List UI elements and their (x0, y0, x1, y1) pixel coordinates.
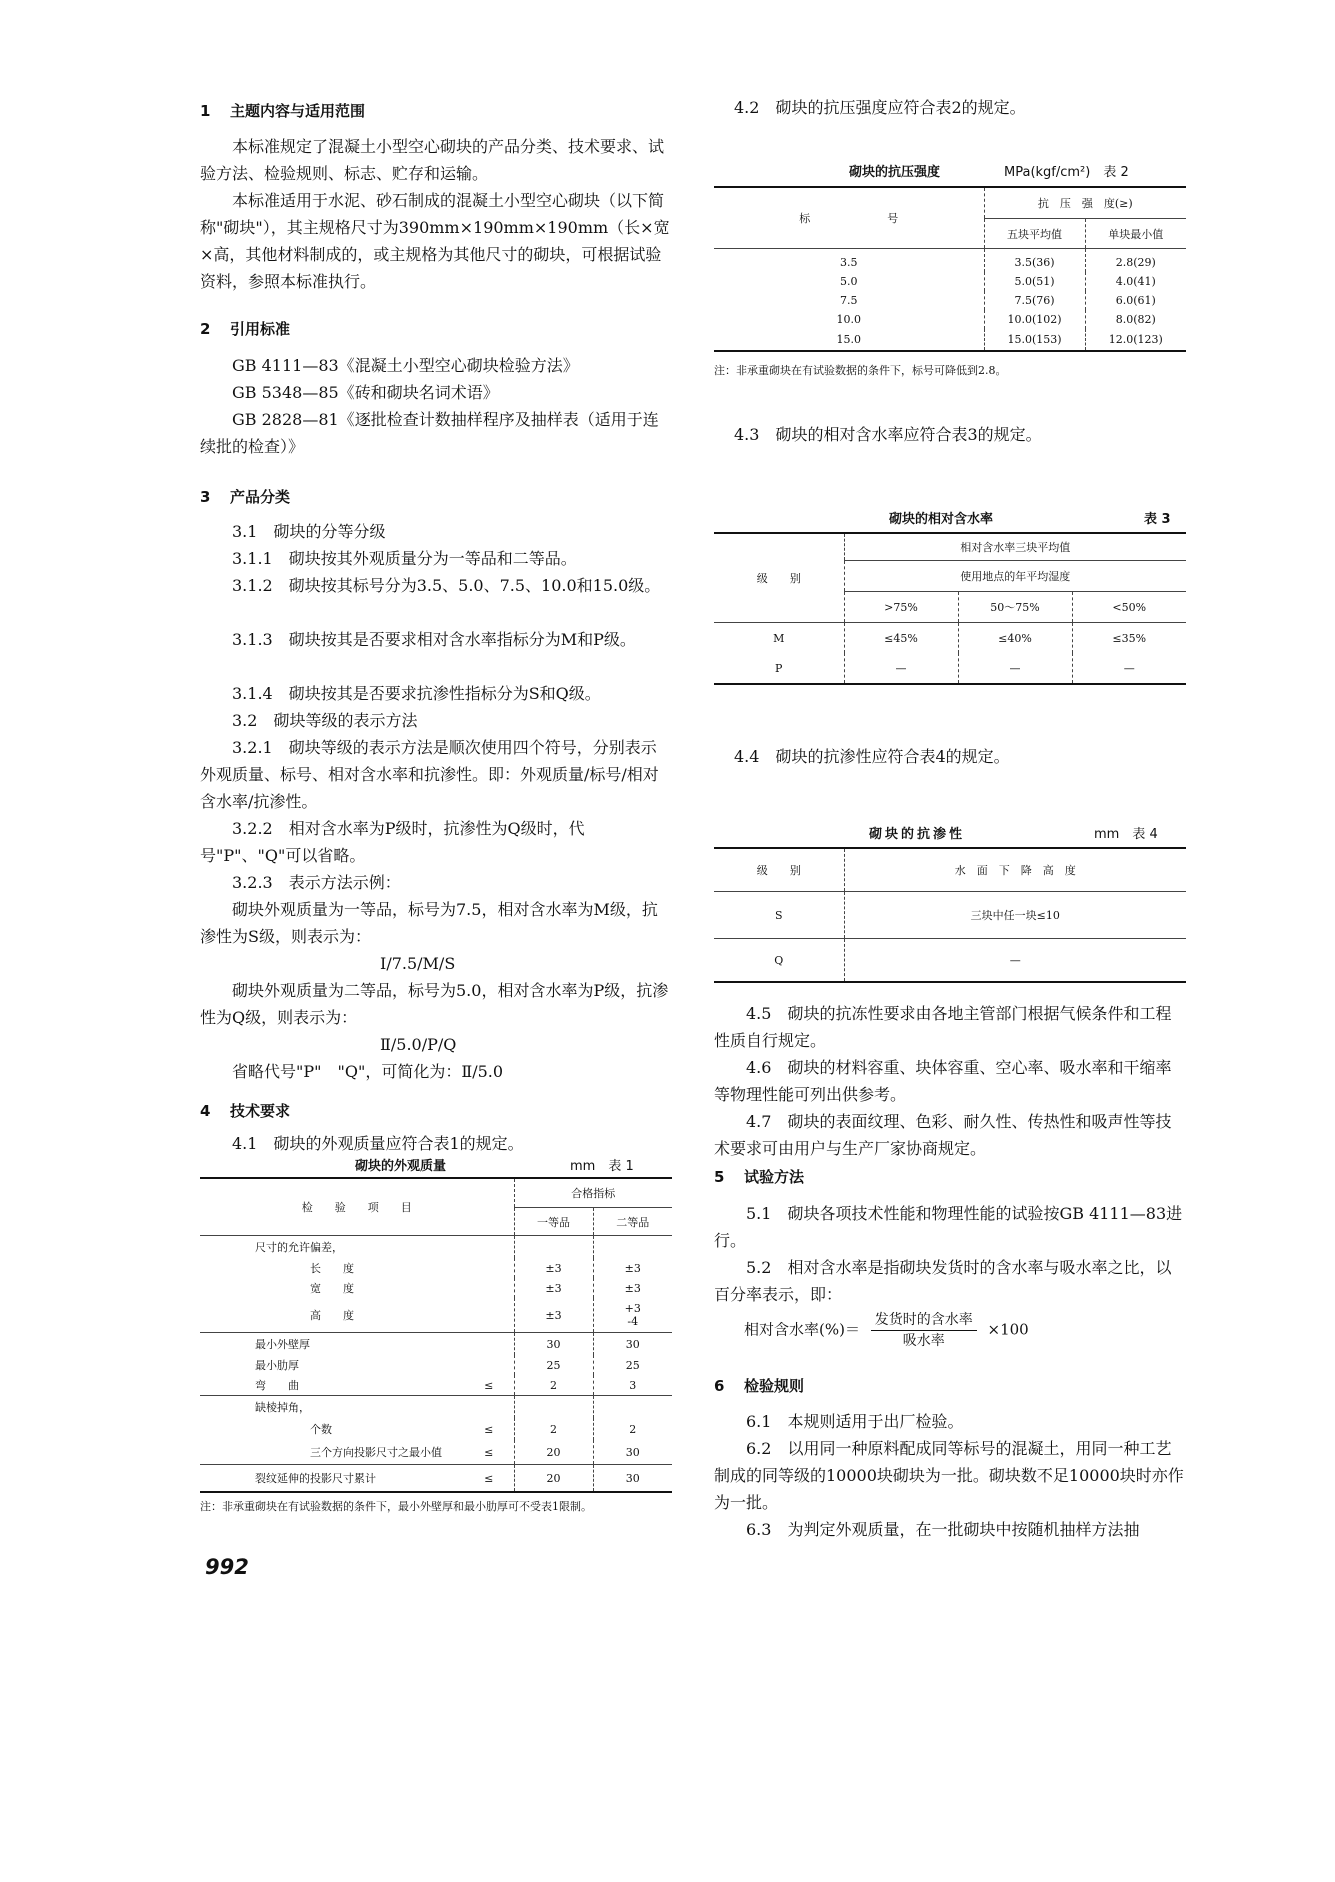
table-1-header-second: 二等品 (616, 1215, 650, 1229)
clause-6-3: 6.3 为判定外观质量，在一批砌块中按随机抽样方法抽 (746, 1520, 1140, 1539)
table-4-row-q-label: Q (714, 939, 844, 983)
section-4-heading: 4 技术要求 (200, 1102, 291, 1120)
table-3-row-p-col2: — (958, 653, 1072, 684)
table-4-row-s-value: 三块中任一块≤10 (970, 909, 1060, 922)
clause-4-3: 4.3 砌块的相对含水率应符合表3的规定。 (734, 425, 1042, 444)
table-3-row-p-col3: — (1123, 661, 1135, 675)
section-3-heading: 3 产品分类 (200, 488, 291, 506)
example-1-code: I/7.5/M/S (380, 954, 456, 973)
table-1-height-second-minus: -4 (627, 1315, 639, 1328)
table-3-header-level: 级 别 (714, 533, 844, 623)
table-2-mark: 5.0 (714, 272, 984, 291)
table-2-unit: MPa(kgf/cm²) 表 2 (1004, 165, 1129, 180)
table-1-count-second: 2 (629, 1422, 637, 1436)
example-1-text: 砌块外观质量为一等品，标号为7.5，相对含水率为M级，抗渗性为S级，则表示为： (200, 900, 658, 946)
table-3-header-col3: <50% (1112, 600, 1147, 614)
table-1-proj-op: ≤ (464, 1440, 514, 1465)
page-number: 992 (205, 1555, 249, 1579)
table-3-header-col2: 50～75% (958, 592, 1072, 623)
table-1-rib-second: 25 (625, 1358, 640, 1372)
clause-3-1: 3.1 砌块的分等分级 (232, 522, 386, 541)
table-4 (714, 847, 1186, 983)
table-4-header-drop: 水 面 下 降 高 度 (954, 864, 1076, 877)
table-2-header-min: 单块最小值 (1108, 227, 1164, 241)
example-2-text: 砌块外观质量为二等品，标号为5.0，相对含水率为P级，抗渗性为Q级，则表示为： (200, 981, 669, 1027)
table-2-header-avg: 五块平均值 (984, 219, 1085, 249)
table-1-crack-first: 20 (514, 1465, 593, 1493)
table-1-width-first: ±3 (514, 1278, 593, 1298)
table-1-length-second: ±3 (624, 1261, 641, 1275)
table-2-min: 4.0(41) (1115, 275, 1156, 288)
table-2-avg: 3.5(36) (984, 249, 1085, 273)
table-1-rib-first: 25 (514, 1355, 593, 1375)
reference-2: GB 5348—85《砖和砌块名词术语》 (232, 383, 499, 402)
table-2-min: 8.0(82) (1115, 313, 1156, 326)
table-1-count-op: ≤ (464, 1418, 514, 1440)
formula-rhs: ×100 (987, 1320, 1029, 1339)
formula-numerator: 发货时的含水率 (871, 1310, 977, 1331)
table-4-header-level: 级 别 (714, 848, 844, 892)
table-2-min: 12.0(123) (1108, 333, 1163, 346)
table-2-avg: 15.0(153) (984, 329, 1085, 351)
clause-6-2: 6.2 以用同一种原料配成同等标号的混凝土，用同一种工艺制成的同等级的10000块砌块为一批。砌块数不足10000块时亦作为一批。 (714, 1439, 1184, 1512)
clause-3-2-3: 3.2.3 表示方法示例： (232, 873, 401, 892)
table-2-mark: 10.0 (714, 310, 984, 329)
formula-lhs: 相对含水率(%)＝ (744, 1320, 860, 1339)
table-1-header-item: 检 验 项 目 (200, 1178, 514, 1236)
table-2-avg: 7.5(76) (984, 291, 1085, 310)
section-2-heading: 2 引用标准 (200, 320, 291, 338)
table-2-header-mark: 标 号 (714, 187, 984, 249)
table-1-length-label: 长 度 (310, 1262, 354, 1275)
clause-4-5: 4.5 砌块的抗冻性要求由各地主管部门根据气候条件和工程性质自行规定。 (714, 1004, 1172, 1050)
table-1-proj-first: 20 (514, 1440, 593, 1465)
clause-3-1-3: 3.1.3 砌块按其是否要求相对含水率指标分为M和P级。 (232, 630, 636, 649)
table-4-row-q-value: — (1009, 953, 1021, 967)
section-6-heading: 6 检验规则 (714, 1377, 805, 1395)
table-1-note: 注：非承重砌块在有试验数据的条件下，最小外壁厚和最小肋厚可不受表1限制。 (200, 1500, 592, 1513)
table-1-group-corner: 缺棱掉角， (200, 1396, 514, 1419)
clause-4-7: 4.7 砌块的表面纹理、色彩、耐久性、传热性和吸声性等技术要求可由用户与生产厂家协商规定。 (714, 1112, 1172, 1158)
table-2-header-strength: 抗 压 强 度(≥) (984, 187, 1186, 219)
table-2-min: 2.8(29) (1115, 256, 1156, 269)
table-3-unit: 表 3 (1144, 512, 1171, 527)
formula (744, 1310, 1029, 1351)
table-1-header-grade: 合格指标 (514, 1178, 672, 1208)
table-1-caption: 砌块的外观质量 (355, 1159, 447, 1174)
table-2-avg: 10.0(102) (984, 310, 1085, 329)
section-5-heading: 5 试验方法 (714, 1168, 805, 1186)
table-1-width-second: ±3 (624, 1281, 641, 1295)
table-2-avg: 5.0(51) (984, 272, 1085, 291)
table-1-crack-second: 30 (625, 1471, 640, 1485)
table-1-height-label: 高 度 (310, 1309, 354, 1322)
table-3-header-col1: >75% (844, 592, 958, 623)
table-1-bend-first: 2 (514, 1375, 593, 1396)
clause-3-1-1: 3.1.1 砌块按其外观质量分为一等品和二等品。 (232, 549, 577, 568)
table-2-mark: 3.5 (714, 249, 984, 273)
clause-5-1: 5.1 砌块各项技术性能和物理性能的试验按GB 4111—83进行。 (714, 1204, 1183, 1250)
table-3-row-m-label: M (714, 623, 844, 654)
clause-4-4: 4.4 砌块的抗渗性应符合表4的规定。 (734, 747, 1010, 766)
table-1-unit: mm 表 1 (570, 1159, 634, 1174)
table-1-width-label: 宽 度 (310, 1282, 354, 1295)
clause-5-2: 5.2 相对含水率是指砌块发货时的含水率与吸水率之比，以百分率表示，即： (714, 1258, 1172, 1304)
table-3-row-m-col2: ≤40% (958, 623, 1072, 654)
table-1-wall-second: 30 (625, 1337, 640, 1351)
clause-3-2-2: 3.2.2 相对含水率为P级时，抗渗性为Q级时，代号"P"、"Q"可以省略。 (200, 819, 585, 865)
section-1-para-2: 本标准适用于水泥、砂石制成的混凝土小型空心砌块（以下简称"砌块"），其主规格尺寸为390mm×190mm×190mm（长×宽×高，其他材料制成的，或主规格为其他尺寸的砌块，可根据试验资料，参照本标准执行。 (200, 191, 670, 291)
table-3-row-m-col1: ≤45% (844, 623, 958, 654)
reference-1: GB 4111—83《混凝土小型空心砌块检验方法》 (232, 356, 579, 375)
clause-3-1-2: 3.1.2 砌块按其标号分为3.5、5.0、7.5、10.0和15.0级。 (232, 576, 661, 595)
table-2-mark: 7.5 (714, 291, 984, 310)
clause-3-1-4: 3.1.4 砌块按其是否要求抗渗性指标分为S和Q级。 (232, 684, 601, 703)
table-3-header-top: 相对含水率三块平均值 (844, 533, 1186, 561)
table-3-row-m-col3: ≤35% (1112, 631, 1147, 645)
table-4-caption: 砌块的抗渗性 (869, 827, 966, 842)
table-1-proj-second: 30 (625, 1445, 640, 1459)
table-1-proj-label: 三个方向投影尺寸之最小值 (310, 1446, 442, 1459)
reference-3: GB 2828—81《逐批检查计数抽样程序及抽样表（适用于连续批的检查）》 (200, 410, 659, 456)
table-1-length-first: ±3 (514, 1258, 593, 1278)
table-2-min: 6.0(61) (1115, 294, 1156, 307)
table-1 (200, 1177, 672, 1514)
table-1-group-size: 尺寸的允许偏差， (200, 1236, 514, 1259)
table-3-row-p-label: P (714, 653, 844, 684)
table-1-rib-label: 最小肋厚 (255, 1359, 299, 1372)
table-1-height-second (593, 1298, 672, 1333)
table-2-caption: 砌块的抗压强度 (849, 165, 941, 180)
clause-3-2: 3.2 砌块等级的表示方法 (232, 711, 418, 730)
table-1-wall-label: 最小外壁厚 (255, 1338, 310, 1351)
table-3-row-p-col1: — (844, 653, 958, 684)
clause-4-1: 4.1 砌块的外观质量应符合表1的规定。 (232, 1134, 524, 1153)
example-2-code: Ⅱ/5.0/P/Q (380, 1035, 457, 1054)
table-3-caption: 砌块的相对含水率 (889, 512, 994, 527)
table-1-height-first: ±3 (514, 1298, 593, 1333)
table-2-mark: 15.0 (714, 329, 984, 351)
section-1-heading: 1 主题内容与适用范围 (200, 102, 366, 120)
table-3 (714, 532, 1186, 685)
table-1-crack-label: 裂纹延伸的投影尺寸累计 (255, 1472, 376, 1485)
table-1-count-label: 个数 (310, 1423, 332, 1436)
formula-fraction (871, 1310, 977, 1351)
table-1-bend-op: ≤ (464, 1375, 514, 1396)
table-1-wall-first: 30 (514, 1333, 593, 1356)
clause-6-1: 6.1 本规则适用于出厂检验。 (746, 1412, 964, 1431)
clause-3-2-1: 3.2.1 砌块等级的表示方法是顺次使用四个符号，分别表示外观质量、标号、相对含水率和抗渗性。即：外观质量/标号/相对含水率/抗渗性。 (200, 738, 659, 811)
table-1-crack-op: ≤ (464, 1465, 514, 1493)
table-1-header-first: 一等品 (514, 1208, 593, 1236)
table-4-unit: mm 表 4 (1094, 827, 1158, 842)
table-1-bend-second: 3 (629, 1378, 637, 1392)
section-1-para-1: 本标准规定了混凝土小型空心砌块的产品分类、技术要求、试验方法、检验规则、标志、贮存和运输。 (200, 137, 665, 183)
example-short: 省略代号"P" "Q"，可简化为：Ⅱ/5.0 (232, 1062, 504, 1081)
table-4-row-s-label: S (714, 892, 844, 939)
table-3-header-humidity: 使用地点的年平均湿度 (844, 561, 1186, 592)
formula-denominator: 吸水率 (902, 1333, 945, 1349)
clause-4-2: 4.2 砌块的抗压强度应符合表2的规定。 (734, 98, 1026, 117)
table-1-height-second-plus: +3 (624, 1302, 641, 1315)
table-1-bend-label: 弯 曲 (255, 1379, 299, 1392)
table-2-note: 注：非承重砌块在有试验数据的条件下，标号可降低到2.8。 (714, 364, 1007, 377)
clause-4-6: 4.6 砌块的材料容重、块体容重、空心率、吸水率和干缩率等物理性能可列出供参考。 (714, 1058, 1172, 1104)
table-1-count-first: 2 (514, 1418, 593, 1440)
table-2 (714, 186, 1186, 378)
